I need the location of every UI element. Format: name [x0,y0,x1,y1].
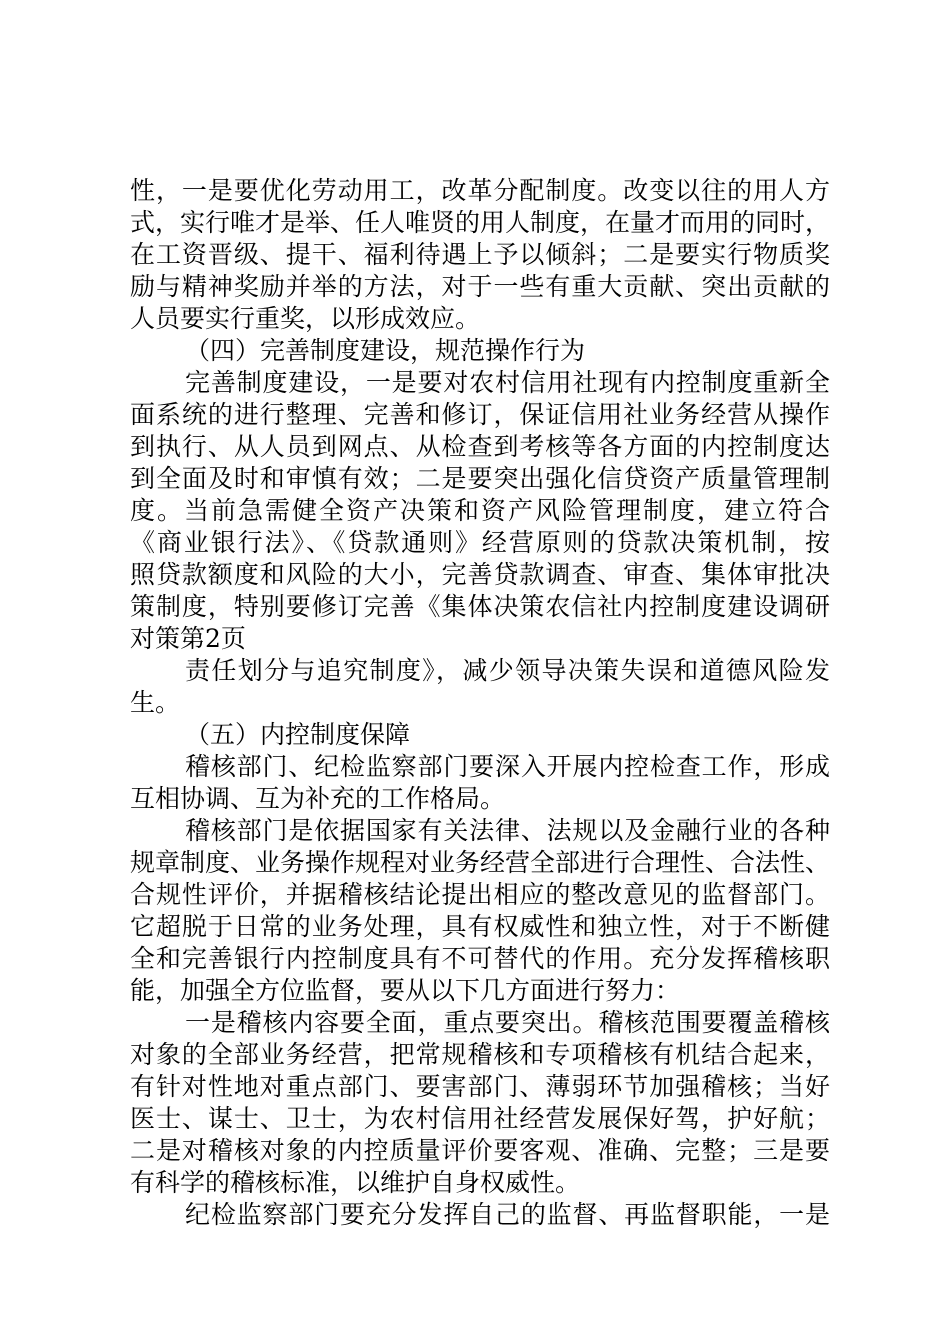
paragraph-line: 它超脱于日常的业务处理，具有权威性和独立性，对于不断健 [130,912,830,941]
paragraph-line: 稽核部门、纪检监察部门要深入开展内控检查工作，形成 [185,752,830,781]
paragraph-line: 有科学的稽核标准，以维护自身权威性。 [130,1168,581,1197]
paragraph-line: 合规性评价，并据稽核结论提出相应的整改意见的监督部门。 [130,880,830,909]
paragraph-line: 互相协调、互为补充的工作格局。 [130,784,506,813]
paragraph-line: 有针对性地对重点部门、要害部门、薄弱环节加强稽核；当好 [130,1072,830,1101]
paragraph-line: 对象的全部业务经营，把常规稽核和专项稽核有机结合起来， [130,1040,830,1069]
paragraph-line: 一是稽核内容要全面，重点要突出。稽核范围要覆盖稽核 [185,1008,830,1037]
document-body [130,175,830,1231]
paragraph-line: 医士、谋士、卫士，为农村信用社经营发展保好驾，护好航； [130,1104,830,1133]
paragraph-line: 二是对稽核对象的内控质量评价要客观、准确、完整；三是要 [130,1136,830,1165]
paragraph-line: 纪检监察部门要充分发挥自己的监督、再监督职能，一是 [185,1200,830,1229]
paragraph-line: 策制度，特别要修订完善《集体决策农信社内控制度建设调研 [130,592,830,621]
section-heading: （四）完善制度建设，规范操作行为 [185,336,586,365]
paragraph-line: 稽核部门是依据国家有关法律、法规以及金融行业的各种 [185,816,830,845]
paragraph-line: 责任划分与追究制度》，减少领导决策失误和道德风险发 [185,656,830,685]
paragraph-line: 生。 [130,688,181,717]
paragraph-line: 度。当前急需健全资产决策和资产风险管理制度，建立符合 [130,496,830,525]
paragraph-line: 式，实行唯才是举、任人唯贤的用人制度，在量才而用的同时， [130,208,831,237]
paragraph-line: 性，一是要优化劳动用工，改革分配制度。改变以往的用人方 [130,176,830,205]
paragraph-line: 到全面及时和审慎有效；二是要突出强化信贷资产质量管理制 [130,464,830,493]
paragraph-line: 在工资晋级、提干、福利待遇上予以倾斜；二是要实行物质奖 [130,240,830,269]
paragraph-line: 人员要实行重奖，以形成效应。 [130,304,481,333]
paragraph-line: 面系统的进行整理、完善和修订，保证信用社业务经营从操作 [130,400,830,429]
paragraph-line: 《商业银行法》、《贷款通则》经营原则的贷款决策机制，按 [130,528,830,557]
page-number-line: 对策第2页 [130,624,246,653]
paragraph-line: 全和完善银行内控制度具有不可替代的作用。充分发挥稽核职 [130,944,830,973]
paragraph-line: 照贷款额度和风险的大小，完善贷款调查、审查、集体审批决 [130,560,830,589]
paragraph-line: 到执行、从人员到网点、从检查到考核等各方面的内控制度达 [130,432,830,461]
paragraph-line: 完善制度建设，一是要对农村信用社现有内控制度重新全 [185,368,830,397]
paragraph-line: 规章制度、业务操作规程对业务经营全部进行合理性、合法性、 [130,848,831,877]
paragraph-line: 励与精神奖励并举的方法，对于一些有重大贡献、突出贡献的 [130,272,830,301]
section-heading: （五）内控制度保障 [185,720,411,749]
paragraph-line: 能，加强全方位监督，要从以下几方面进行努力： [130,976,681,1005]
